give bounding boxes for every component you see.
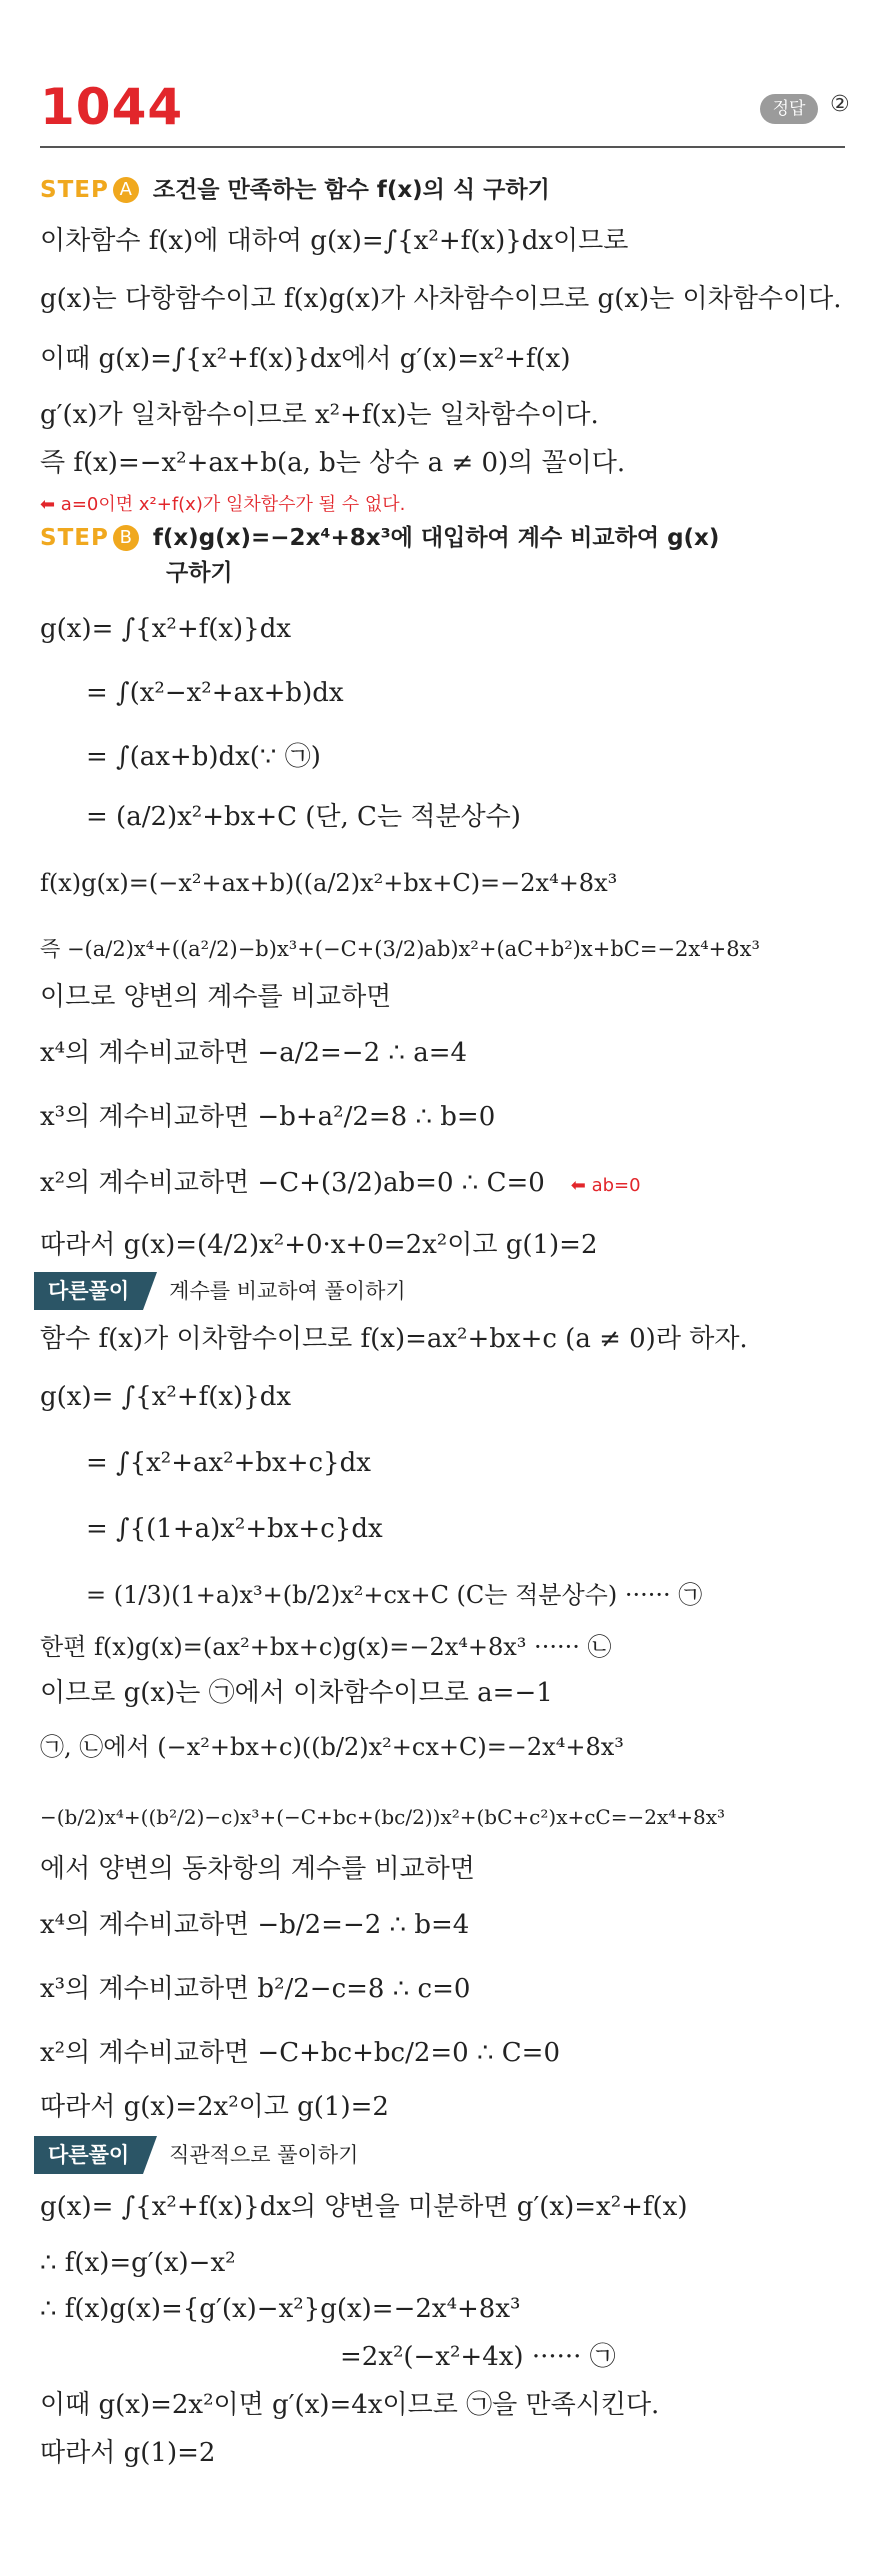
step-a-line-1: 이차함수 f(x)에 대하여 g(x)=∫{x²+f(x)}dx이므로 [40, 226, 629, 256]
alt2-line-2: ∴ f(x)=g′(x)−x² [40, 2248, 236, 2278]
step-a-title: 조건을 만족하는 함수 f(x)의 식 구하기 [152, 177, 550, 203]
alt1-line-6: 한편 f(x)g(x)=(ax²+bx+c)g(x)=−2x⁴+8x³ ······ ㉡ [40, 1633, 612, 1661]
alt1-line-14: 따라서 g(x)=2x²이고 g(1)=2 [40, 2092, 389, 2122]
step-b-line-8: x⁴의 계수비교하면 −a/2=−2 ∴ a=4 [40, 1038, 468, 1068]
alt2-line-1: g(x)= ∫{x²+f(x)}dx의 양변을 미분하면 g′(x)=x²+f(x) [40, 2192, 688, 2222]
alt2-line-4: =2x²(−x²+4x) ······ ㉠ [340, 2342, 616, 2372]
step-b-note-ab: ⬅ ab=0 [570, 1175, 641, 1196]
alt1-line-9: −(b/2)x⁴+((b²/2)−c)x³+(−C+bc+(bc/2))x²+(bC+c²)x+cC=−2x⁴+8x³ [40, 1805, 726, 1829]
step-b-title-2: 구하기 [166, 560, 233, 586]
step-a-letter: A [113, 177, 139, 203]
alt1-line-1: 함수 f(x)가 이차함수이므로 f(x)=ax²+bx+c (a ≠ 0)라 하자. [40, 1324, 748, 1354]
step-a-line-2: g(x)는 다항함수이고 f(x)g(x)가 사차함수이므로 g(x)는 이차함수이다. [40, 284, 842, 314]
header-divider [40, 146, 845, 148]
step-b-label: STEP [40, 525, 109, 551]
step-a-line-4: g′(x)가 일차함수이므로 x²+f(x)는 일차함수이다. [40, 400, 599, 430]
step-b-heading [40, 520, 719, 555]
step-b-line-3: = ∫(ax+b)dx(∵ ㉠) [86, 742, 321, 772]
step-b-line-1: g(x)= ∫{x²+f(x)}dx [40, 614, 292, 644]
step-a-line-3: 이때 g(x)=∫{x²+f(x)}dx에서 g′(x)=x²+f(x) [40, 344, 571, 374]
step-b-line-10 [40, 1166, 641, 1203]
alt1-line-4: = ∫{(1+a)x²+bx+c}dx [86, 1514, 383, 1544]
alt1-line-11: x⁴의 계수비교하면 −b/2=−2 ∴ b=4 [40, 1910, 470, 1940]
alt2-tag-label: 다른풀이 [34, 2136, 143, 2174]
step-b-line-5: f(x)g(x)=(−x²+ax+b)((a/2)x²+bx+C)=−2x⁴+8x³ [40, 869, 618, 897]
problem-number: 1044 [40, 78, 184, 136]
step-b-line-2: = ∫(x²−x²+ax+b)dx [86, 678, 344, 708]
alt1-tag-label: 다른풀이 [34, 1272, 143, 1310]
step-a-note: ⬅ a=0이면 x²+f(x)가 일차함수가 될 수 없다. [40, 494, 406, 515]
alt1-line-10: 에서 양변의 동차항의 계수를 비교하면 [40, 1854, 475, 1884]
step-b-line-4: = (a/2)x²+bx+C (단, C는 적분상수) [86, 802, 521, 832]
step-a-label: STEP [40, 177, 109, 203]
step-b-line-11: 따라서 g(x)=(4/2)x²+0·x+0=2x²이고 g(1)=2 [40, 1230, 598, 1260]
step-b-line-6: 즉 −(a/2)x⁴+((a²/2)−b)x³+(−C+(3/2)ab)x²+(aC+b²)x+bC=−2x⁴+8x³ [40, 937, 760, 961]
alt1-line-5: = (1/3)(1+a)x³+(b/2)x²+cx+C (C는 적분상수) ······ ㉠ [86, 1581, 703, 1609]
alt1-caption: 계수를 비교하여 풀이하기 [169, 1279, 406, 1303]
alt1-line-7: 이므로 g(x)는 ㉠에서 이차함수이므로 a=−1 [40, 1678, 553, 1708]
alt2-caption: 직관적으로 풀이하기 [169, 2143, 359, 2167]
step-a-heading [40, 172, 550, 207]
step-b-line-7: 이므로 양변의 계수를 비교하면 [40, 982, 392, 1012]
alt1-tag [34, 1272, 406, 1310]
step-b-letter: B [113, 525, 139, 551]
alt1-line-3: = ∫{x²+ax²+bx+c}dx [86, 1448, 371, 1478]
alt2-tag-cap [143, 2136, 157, 2174]
alt2-line-5: 이때 g(x)=2x²이면 g′(x)=4x이므로 ㉠을 만족시킨다. [40, 2390, 660, 2420]
step-b-title-1: f(x)g(x)=−2x⁴+8x³에 대입하여 계수 비교하여 g(x) [152, 525, 720, 551]
step-b-line-10-text: x²의 계수비교하면 −C+(3/2)ab=0 ∴ C=0 [40, 1168, 545, 1198]
alt2-line-3: ∴ f(x)g(x)={g′(x)−x²}g(x)=−2x⁴+8x³ [40, 2294, 521, 2324]
step-a-line-5: 즉 f(x)=−x²+ax+b(a, b는 상수 a ≠ 0)의 꼴이다. [40, 448, 626, 478]
alt1-line-13: x²의 계수비교하면 −C+bc+bc/2=0 ∴ C=0 [40, 2038, 561, 2068]
answer-value: ② [830, 92, 850, 117]
alt1-line-2: g(x)= ∫{x²+f(x)}dx [40, 1382, 292, 1412]
answer-badge: 정답 [760, 94, 818, 124]
alt2-line-6: 따라서 g(1)=2 [40, 2438, 216, 2468]
alt1-tag-cap [143, 1272, 157, 1310]
alt1-line-12: x³의 계수비교하면 b²/2−c=8 ∴ c=0 [40, 1974, 471, 2004]
step-b-line-9: x³의 계수비교하면 −b+a²/2=8 ∴ b=0 [40, 1102, 496, 1132]
alt1-line-8: ㉠, ㉡에서 (−x²+bx+c)((b/2)x²+cx+C)=−2x⁴+8x³ [40, 1733, 624, 1761]
alt2-tag [34, 2136, 358, 2174]
